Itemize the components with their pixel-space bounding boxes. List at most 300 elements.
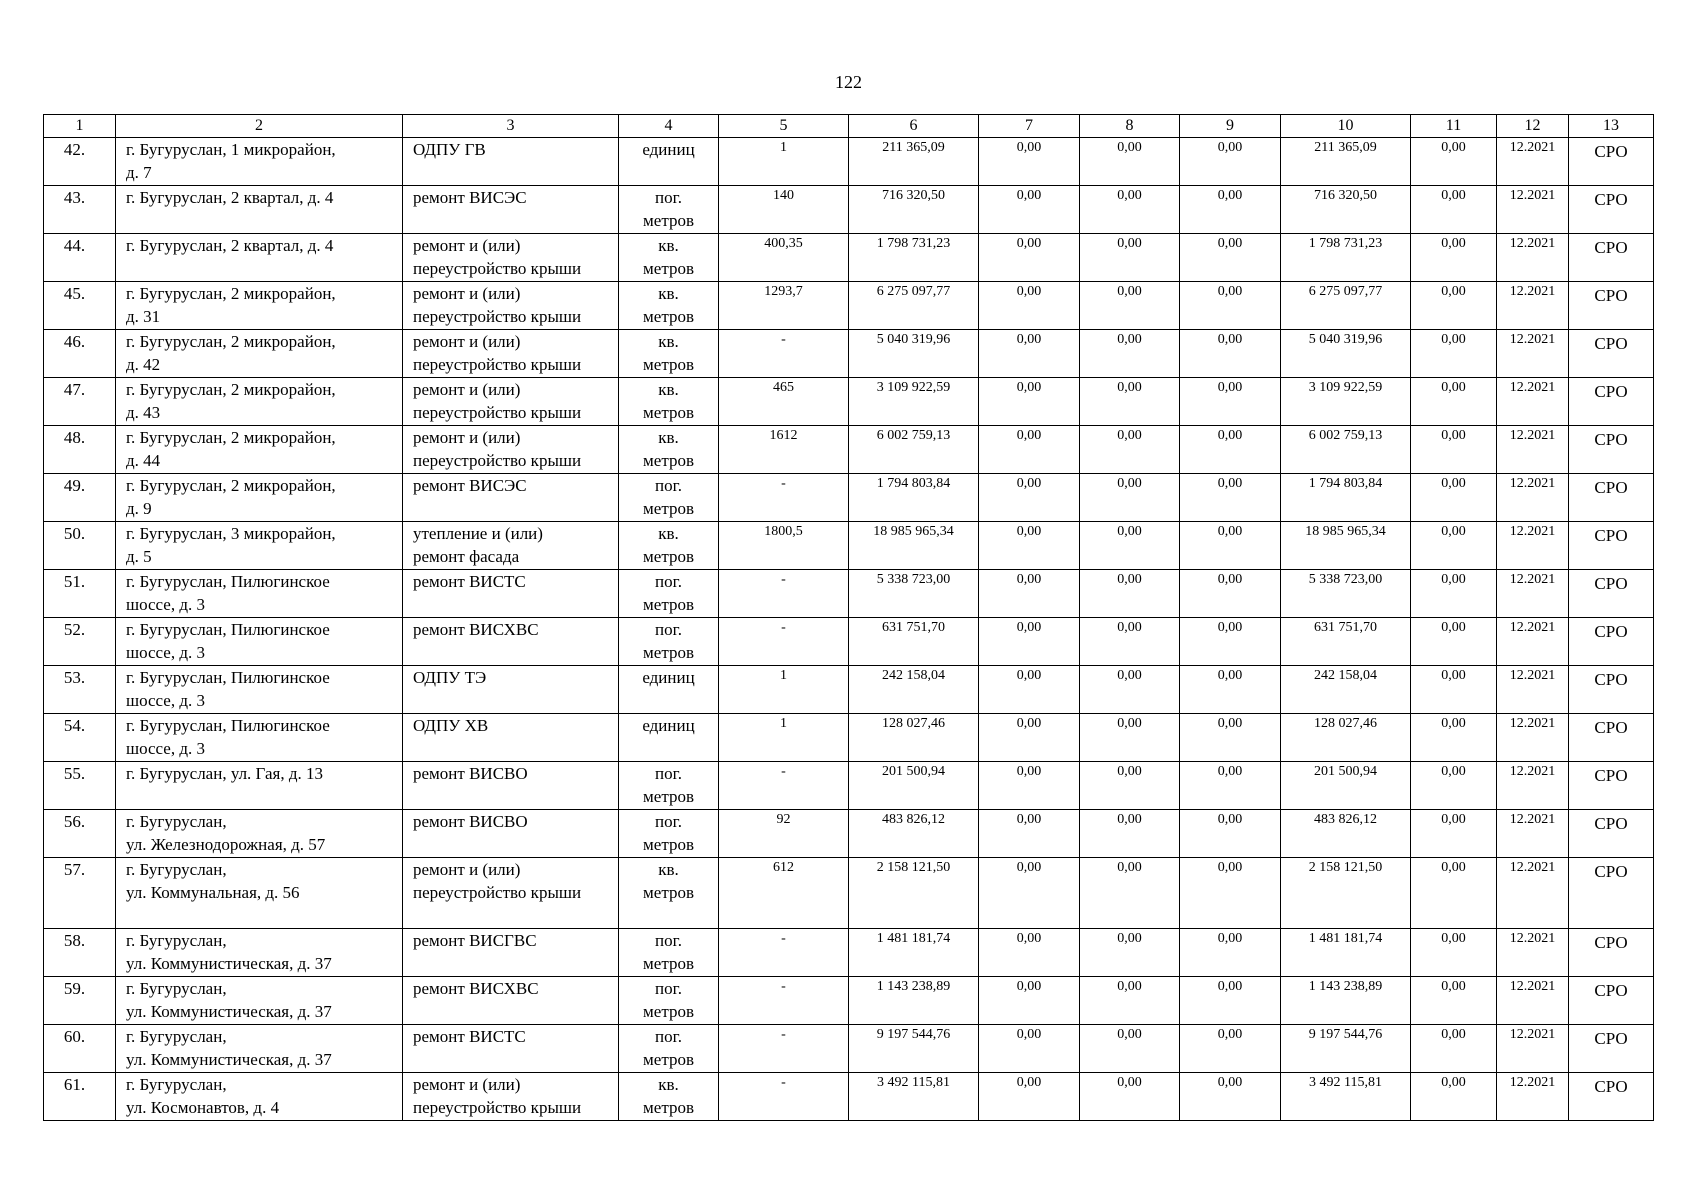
cell-line: г. Бугуруслан, 1 микрорайон,	[126, 140, 336, 159]
unit-cell	[619, 378, 719, 426]
deadline-cell: 12.2021	[1497, 234, 1569, 282]
cost-col7-cell: 0,00	[979, 522, 1080, 570]
cell-line: метров	[643, 211, 694, 230]
cost-col9-cell: 0,00	[1180, 929, 1281, 977]
volume-cell: -	[719, 618, 849, 666]
cost-col10-cell: 1 798 731,23	[1281, 234, 1411, 282]
page-number: 122	[835, 72, 862, 92]
volume-cell: -	[719, 474, 849, 522]
row-number: 47.	[44, 378, 116, 426]
cell-line: метров	[643, 835, 694, 854]
cost-col8-cell: 0,00	[1080, 570, 1180, 618]
cost-col7-cell: 0,00	[979, 378, 1080, 426]
unit-cell	[619, 474, 719, 522]
work-type-cell	[403, 810, 619, 858]
address-cell	[116, 234, 403, 282]
cost-col9-cell: 0,00	[1180, 138, 1281, 186]
address-cell	[116, 474, 403, 522]
cell-line: г. Бугуруслан,	[126, 1027, 227, 1046]
address-cell	[116, 810, 403, 858]
funding-source-cell: СРО	[1569, 282, 1654, 330]
funding-source-cell: СРО	[1569, 1025, 1654, 1073]
cell-line: кв.	[658, 860, 679, 879]
total-cost-cell: 211 365,09	[849, 138, 979, 186]
unit-cell	[619, 977, 719, 1025]
cost-col7-cell: 0,00	[979, 474, 1080, 522]
column-header-4: 4	[619, 115, 719, 138]
total-cost-cell: 5 040 319,96	[849, 330, 979, 378]
cell-line: ремонт и (или)	[413, 380, 521, 399]
cell-line: метров	[643, 403, 694, 422]
cell-line: ремонт ВИСХВС	[413, 979, 539, 998]
cost-col9-cell: 0,00	[1180, 522, 1281, 570]
cost-col10-cell: 211 365,09	[1281, 138, 1411, 186]
cell-line: ОДПУ ГВ	[413, 140, 486, 159]
cost-col9-cell: 0,00	[1180, 618, 1281, 666]
deadline-cell: 12.2021	[1497, 186, 1569, 234]
cost-col7-cell: 0,00	[979, 977, 1080, 1025]
cell-line: г. Бугуруслан,	[126, 860, 227, 879]
cost-col7-cell: 0,00	[979, 1025, 1080, 1073]
cost-col9-cell: 0,00	[1180, 330, 1281, 378]
funding-source-cell: СРО	[1569, 618, 1654, 666]
cost-col10-cell: 1 794 803,84	[1281, 474, 1411, 522]
deadline-cell: 12.2021	[1497, 282, 1569, 330]
cell-line: метров	[643, 1050, 694, 1069]
row-number: 42.	[44, 138, 116, 186]
work-type-cell	[403, 426, 619, 474]
column-number-row	[44, 115, 1654, 138]
row-number: 51.	[44, 570, 116, 618]
cost-col7-cell: 0,00	[979, 929, 1080, 977]
cell-line: ОДПУ ХВ	[413, 716, 489, 735]
deadline-cell: 12.2021	[1497, 666, 1569, 714]
cell-line: ремонт и (или)	[413, 332, 521, 351]
funding-source-cell: СРО	[1569, 522, 1654, 570]
column-header-1: 1	[44, 115, 116, 138]
cell-line: д. 7	[126, 163, 152, 182]
cell-line: переустройство крыши	[413, 883, 582, 902]
cost-col8-cell: 0,00	[1080, 138, 1180, 186]
funding-source-cell: СРО	[1569, 330, 1654, 378]
cost-col11-cell: 0,00	[1411, 138, 1497, 186]
cost-col7-cell: 0,00	[979, 426, 1080, 474]
deadline-cell: 12.2021	[1497, 138, 1569, 186]
cost-col10-cell: 3 109 922,59	[1281, 378, 1411, 426]
table-row	[44, 762, 1654, 810]
work-type-cell	[403, 929, 619, 977]
unit-cell	[619, 426, 719, 474]
cost-col8-cell: 0,00	[1080, 186, 1180, 234]
row-number: 60.	[44, 1025, 116, 1073]
cost-col10-cell: 128 027,46	[1281, 714, 1411, 762]
cost-col9-cell: 0,00	[1180, 714, 1281, 762]
cost-col8-cell: 0,00	[1080, 618, 1180, 666]
cell-line: д. 31	[126, 307, 161, 326]
cell-line: д. 5	[126, 547, 152, 566]
unit-cell	[619, 666, 719, 714]
cell-line: г. Бугуруслан, 3 микрорайон,	[126, 524, 336, 543]
cell-line: г. Бугуруслан, 2 квартал, д. 4	[126, 236, 334, 255]
unit-cell	[619, 522, 719, 570]
cost-col11-cell: 0,00	[1411, 426, 1497, 474]
cost-col11-cell: 0,00	[1411, 282, 1497, 330]
cell-line: ремонт и (или)	[413, 236, 521, 255]
cost-col9-cell: 0,00	[1180, 1025, 1281, 1073]
cost-col10-cell: 18 985 965,34	[1281, 522, 1411, 570]
cost-col8-cell: 0,00	[1080, 810, 1180, 858]
cost-col7-cell: 0,00	[979, 570, 1080, 618]
row-number: 61.	[44, 1073, 116, 1121]
cost-col11-cell: 0,00	[1411, 522, 1497, 570]
cell-line: метров	[643, 547, 694, 566]
cost-col8-cell: 0,00	[1080, 234, 1180, 282]
cost-col10-cell: 631 751,70	[1281, 618, 1411, 666]
unit-cell	[619, 570, 719, 618]
row-number: 43.	[44, 186, 116, 234]
cost-col10-cell: 1 143 238,89	[1281, 977, 1411, 1025]
cost-col10-cell: 5 040 319,96	[1281, 330, 1411, 378]
deadline-cell: 12.2021	[1497, 1073, 1569, 1121]
unit-cell	[619, 1025, 719, 1073]
address-cell	[116, 1073, 403, 1121]
column-header-13: 13	[1569, 115, 1654, 138]
address-cell	[116, 977, 403, 1025]
funding-source-cell: СРО	[1569, 234, 1654, 282]
cost-col10-cell: 1 481 181,74	[1281, 929, 1411, 977]
total-cost-cell: 6 002 759,13	[849, 426, 979, 474]
row-number: 53.	[44, 666, 116, 714]
cost-col8-cell: 0,00	[1080, 378, 1180, 426]
work-type-cell	[403, 378, 619, 426]
cost-col8-cell: 0,00	[1080, 426, 1180, 474]
deadline-cell: 12.2021	[1497, 522, 1569, 570]
funding-source-cell: СРО	[1569, 378, 1654, 426]
cost-col9-cell: 0,00	[1180, 234, 1281, 282]
cell-line: ремонт ВИСХВС	[413, 620, 539, 639]
address-cell	[116, 186, 403, 234]
cell-line: кв.	[658, 236, 679, 255]
address-cell	[116, 522, 403, 570]
work-type-cell	[403, 186, 619, 234]
cost-col10-cell: 3 492 115,81	[1281, 1073, 1411, 1121]
row-number: 55.	[44, 762, 116, 810]
total-cost-cell: 9 197 544,76	[849, 1025, 979, 1073]
table-row	[44, 714, 1654, 762]
work-type-cell	[403, 522, 619, 570]
cost-col11-cell: 0,00	[1411, 378, 1497, 426]
cell-line: ул. Железнодорожная, д. 57	[126, 835, 326, 854]
cost-col8-cell: 0,00	[1080, 858, 1180, 929]
total-cost-cell: 242 158,04	[849, 666, 979, 714]
cost-col9-cell: 0,00	[1180, 977, 1281, 1025]
cell-line: г. Бугуруслан, 2 микрорайон,	[126, 428, 336, 447]
cell-line: переустройство крыши	[413, 451, 582, 470]
cell-line: переустройство крыши	[413, 259, 582, 278]
address-cell	[116, 714, 403, 762]
address-cell	[116, 929, 403, 977]
cell-line: кв.	[658, 332, 679, 351]
cost-col7-cell: 0,00	[979, 714, 1080, 762]
cost-col11-cell: 0,00	[1411, 474, 1497, 522]
cell-line: г. Бугуруслан, ул. Гая, д. 13	[126, 764, 323, 783]
work-type-cell	[403, 666, 619, 714]
volume-cell: -	[719, 1025, 849, 1073]
cost-col8-cell: 0,00	[1080, 474, 1180, 522]
cell-line: д. 9	[126, 499, 152, 518]
cell-line: г. Бугуруслан, 2 микрорайон,	[126, 380, 336, 399]
cell-line: переустройство крыши	[413, 307, 582, 326]
volume-cell: -	[719, 1073, 849, 1121]
cell-line: метров	[643, 883, 694, 902]
cell-line: д. 43	[126, 403, 161, 422]
volume-cell: -	[719, 929, 849, 977]
funding-source-cell: СРО	[1569, 929, 1654, 977]
cell-line: ремонт и (или)	[413, 428, 521, 447]
cost-col11-cell: 0,00	[1411, 977, 1497, 1025]
cost-col10-cell: 9 197 544,76	[1281, 1025, 1411, 1073]
total-cost-cell: 6 275 097,77	[849, 282, 979, 330]
cost-col8-cell: 0,00	[1080, 714, 1180, 762]
cell-line: ремонт ВИСТС	[413, 572, 526, 591]
cost-col11-cell: 0,00	[1411, 1025, 1497, 1073]
work-type-cell	[403, 714, 619, 762]
row-number: 50.	[44, 522, 116, 570]
row-number: 56.	[44, 810, 116, 858]
table-row	[44, 618, 1654, 666]
cell-line: ремонт ВИСЭС	[413, 188, 527, 207]
cost-col10-cell: 6 275 097,77	[1281, 282, 1411, 330]
volume-cell: 92	[719, 810, 849, 858]
table-row	[44, 378, 1654, 426]
total-cost-cell: 716 320,50	[849, 186, 979, 234]
volume-cell: 1	[719, 714, 849, 762]
cell-line: ремонт фасада	[413, 547, 520, 566]
table-body	[44, 138, 1654, 1121]
table-row	[44, 186, 1654, 234]
cost-col8-cell: 0,00	[1080, 282, 1180, 330]
cost-col11-cell: 0,00	[1411, 234, 1497, 282]
cell-line: кв.	[658, 380, 679, 399]
cost-col8-cell: 0,00	[1080, 762, 1180, 810]
cell-line: метров	[643, 259, 694, 278]
volume-cell: 140	[719, 186, 849, 234]
cell-line: г. Бугуруслан, Пилюгинское	[126, 572, 330, 591]
cell-line: ул. Космонавтов, д. 4	[126, 1098, 280, 1117]
funding-source-cell: СРО	[1569, 858, 1654, 929]
total-cost-cell: 5 338 723,00	[849, 570, 979, 618]
cost-col10-cell: 483 826,12	[1281, 810, 1411, 858]
cost-col11-cell: 0,00	[1411, 810, 1497, 858]
table-row	[44, 138, 1654, 186]
cell-line: ремонт и (или)	[413, 284, 521, 303]
row-number: 58.	[44, 929, 116, 977]
unit-cell	[619, 330, 719, 378]
volume-cell: 1	[719, 138, 849, 186]
cell-line: пог.	[655, 188, 682, 207]
cell-line: пог.	[655, 620, 682, 639]
cost-col11-cell: 0,00	[1411, 666, 1497, 714]
cell-line: переустройство крыши	[413, 403, 582, 422]
work-type-cell	[403, 330, 619, 378]
funding-source-cell: СРО	[1569, 474, 1654, 522]
cost-col11-cell: 0,00	[1411, 618, 1497, 666]
address-cell	[116, 762, 403, 810]
unit-cell	[619, 929, 719, 977]
deadline-cell: 12.2021	[1497, 810, 1569, 858]
table-row	[44, 977, 1654, 1025]
cost-col7-cell: 0,00	[979, 810, 1080, 858]
cell-line: д. 44	[126, 451, 161, 470]
work-type-cell	[403, 762, 619, 810]
total-cost-cell: 1 481 181,74	[849, 929, 979, 977]
cost-col8-cell: 0,00	[1080, 929, 1180, 977]
cell-line: пог.	[655, 812, 682, 831]
cost-col8-cell: 0,00	[1080, 1073, 1180, 1121]
cost-col9-cell: 0,00	[1180, 1073, 1281, 1121]
unit-cell	[619, 714, 719, 762]
cell-line: ремонт ВИСВО	[413, 764, 528, 783]
table-row	[44, 1073, 1654, 1121]
cost-col10-cell: 242 158,04	[1281, 666, 1411, 714]
table-row	[44, 426, 1654, 474]
funding-source-cell: СРО	[1569, 762, 1654, 810]
unit-cell	[619, 618, 719, 666]
cell-line: г. Бугуруслан,	[126, 931, 227, 950]
cell-line: метров	[643, 307, 694, 326]
cost-col7-cell: 0,00	[979, 186, 1080, 234]
funding-source-cell: СРО	[1569, 714, 1654, 762]
unit-cell	[619, 138, 719, 186]
cell-line: ул. Коммунистическая, д. 37	[126, 1050, 332, 1069]
funding-source-cell: СРО	[1569, 570, 1654, 618]
cell-line: метров	[643, 787, 694, 806]
unit-cell	[619, 186, 719, 234]
deadline-cell: 12.2021	[1497, 1025, 1569, 1073]
cost-col7-cell: 0,00	[979, 1073, 1080, 1121]
work-type-cell	[403, 977, 619, 1025]
deadline-cell: 12.2021	[1497, 378, 1569, 426]
unit-cell	[619, 762, 719, 810]
funding-source-cell: СРО	[1569, 977, 1654, 1025]
cell-line: г. Бугуруслан, 2 квартал, д. 4	[126, 188, 334, 207]
column-header-8: 8	[1080, 115, 1180, 138]
table-row	[44, 929, 1654, 977]
column-header-6: 6	[849, 115, 979, 138]
work-type-cell	[403, 618, 619, 666]
cell-line: пог.	[655, 931, 682, 950]
cell-line: ул. Коммунальная, д. 56	[126, 883, 300, 902]
address-cell	[116, 138, 403, 186]
cell-line: метров	[643, 499, 694, 518]
cost-col9-cell: 0,00	[1180, 282, 1281, 330]
cost-col10-cell: 6 002 759,13	[1281, 426, 1411, 474]
cell-line: метров	[643, 355, 694, 374]
funding-source-cell: СРО	[1569, 810, 1654, 858]
deadline-cell: 12.2021	[1497, 618, 1569, 666]
work-type-cell	[403, 1025, 619, 1073]
unit-cell	[619, 234, 719, 282]
cell-line: ОДПУ ТЭ	[413, 668, 487, 687]
table-row	[44, 522, 1654, 570]
cost-col11-cell: 0,00	[1411, 330, 1497, 378]
cell-line: шоссе, д. 3	[126, 643, 206, 662]
volume-cell: 400,35	[719, 234, 849, 282]
table-row	[44, 810, 1654, 858]
unit-cell	[619, 1073, 719, 1121]
cell-line: метров	[643, 1002, 694, 1021]
deadline-cell: 12.2021	[1497, 714, 1569, 762]
row-number: 57.	[44, 858, 116, 929]
table-row	[44, 1025, 1654, 1073]
volume-cell: 1293,7	[719, 282, 849, 330]
table-row	[44, 474, 1654, 522]
row-number: 59.	[44, 977, 116, 1025]
funding-source-cell: СРО	[1569, 138, 1654, 186]
deadline-cell: 12.2021	[1497, 330, 1569, 378]
deadline-cell: 12.2021	[1497, 858, 1569, 929]
funding-source-cell: СРО	[1569, 666, 1654, 714]
cost-col9-cell: 0,00	[1180, 426, 1281, 474]
address-cell	[116, 426, 403, 474]
address-cell	[116, 858, 403, 929]
cell-line: ремонт ВИСТС	[413, 1027, 526, 1046]
funding-source-cell: СРО	[1569, 186, 1654, 234]
deadline-cell: 12.2021	[1497, 929, 1569, 977]
cost-col9-cell: 0,00	[1180, 762, 1281, 810]
cost-col9-cell: 0,00	[1180, 474, 1281, 522]
address-cell	[116, 570, 403, 618]
cell-line: г. Бугуруслан, Пилюгинское	[126, 716, 330, 735]
cost-col7-cell: 0,00	[979, 330, 1080, 378]
cell-line: д. 42	[126, 355, 161, 374]
total-cost-cell: 1 798 731,23	[849, 234, 979, 282]
total-cost-cell: 2 158 121,50	[849, 858, 979, 929]
cell-line: г. Бугуруслан,	[126, 812, 227, 831]
column-header-7: 7	[979, 115, 1080, 138]
unit-cell	[619, 858, 719, 929]
column-header-2: 2	[116, 115, 403, 138]
cost-col7-cell: 0,00	[979, 858, 1080, 929]
volume-cell: -	[719, 762, 849, 810]
cost-col11-cell: 0,00	[1411, 1073, 1497, 1121]
total-cost-cell: 201 500,94	[849, 762, 979, 810]
column-header-12: 12	[1497, 115, 1569, 138]
cell-line: кв.	[658, 428, 679, 447]
cell-line: кв.	[658, 1075, 679, 1094]
unit-cell	[619, 282, 719, 330]
cell-line: шоссе, д. 3	[126, 595, 206, 614]
cost-col11-cell: 0,00	[1411, 858, 1497, 929]
deadline-cell: 12.2021	[1497, 570, 1569, 618]
work-type-cell	[403, 234, 619, 282]
cost-col11-cell: 0,00	[1411, 714, 1497, 762]
total-cost-cell: 3 492 115,81	[849, 1073, 979, 1121]
cell-line: ул. Коммунистическая, д. 37	[126, 954, 332, 973]
cost-col10-cell: 716 320,50	[1281, 186, 1411, 234]
work-type-cell	[403, 1073, 619, 1121]
total-cost-cell: 3 109 922,59	[849, 378, 979, 426]
volume-cell: -	[719, 330, 849, 378]
total-cost-cell: 483 826,12	[849, 810, 979, 858]
cost-col7-cell: 0,00	[979, 234, 1080, 282]
cost-col9-cell: 0,00	[1180, 858, 1281, 929]
column-header-11: 11	[1411, 115, 1497, 138]
cost-col11-cell: 0,00	[1411, 570, 1497, 618]
cell-line: единиц	[642, 668, 695, 687]
funding-source-cell: СРО	[1569, 1073, 1654, 1121]
cell-line: единиц	[642, 140, 695, 159]
